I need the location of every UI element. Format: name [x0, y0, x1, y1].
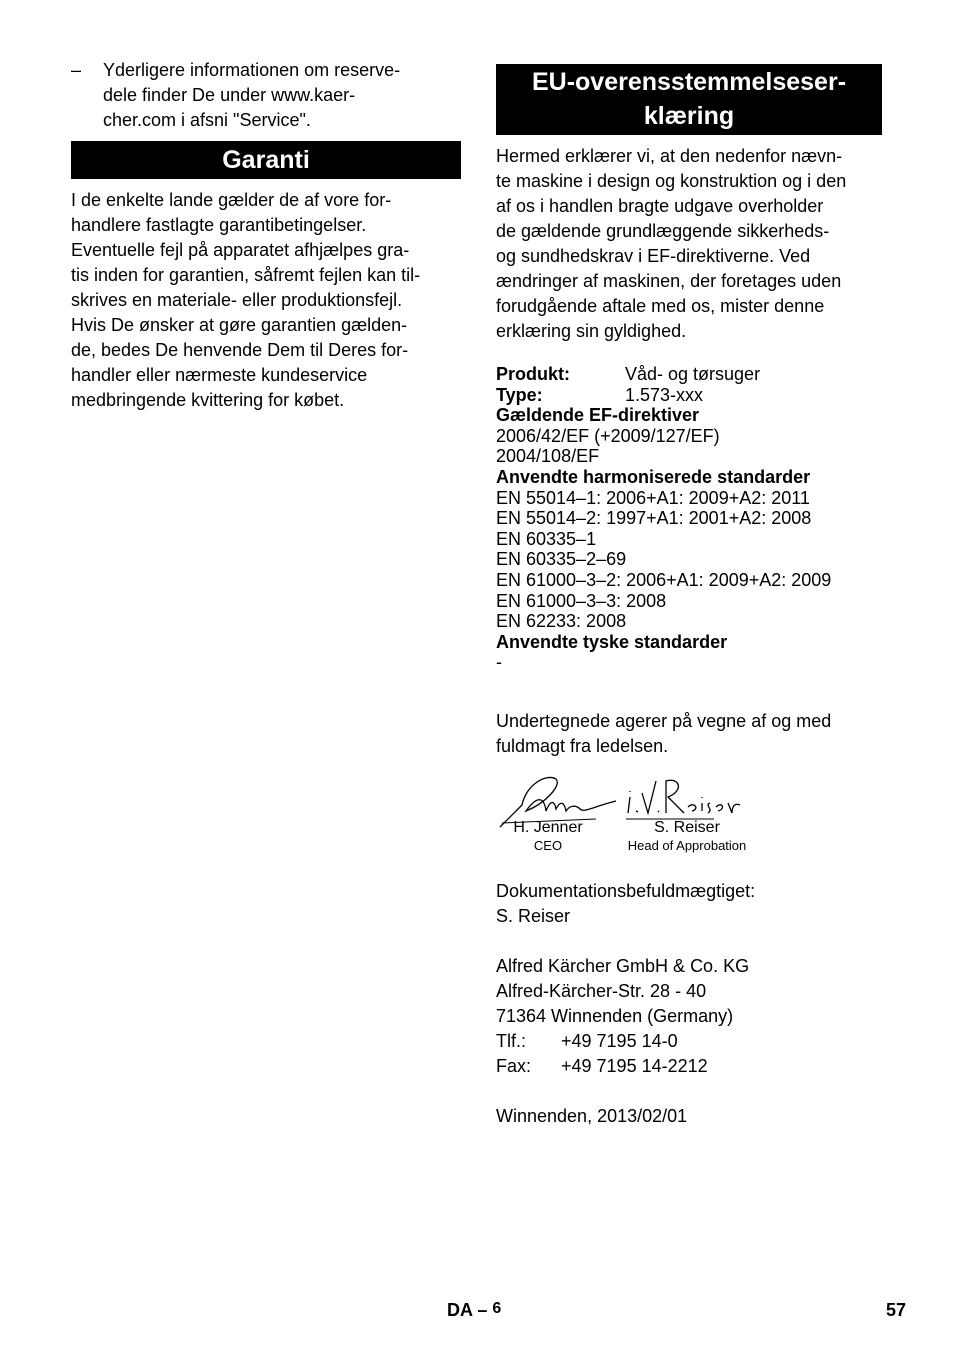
- signatory-role: Head of Approbation: [627, 837, 747, 853]
- heading-line: EU-overensstemmelseser-: [531, 68, 847, 96]
- text-line: fuldmagt fra ledelsen.: [496, 735, 669, 756]
- left-column: [71, 58, 461, 413]
- text-line: Eventuelle fejl på apparatet afhjælpes gra-: [71, 240, 410, 260]
- standard-item: EN 55014–1: 2006+A1: 2009+A2: 2011: [496, 487, 810, 508]
- text-line: I de enkelte lande gælder de af vore for-: [71, 190, 392, 210]
- text-line: handlere fastlagte garantibetingelser.: [71, 215, 367, 235]
- company-city: 71364 Winnenden (Germany): [496, 1005, 734, 1026]
- directive-item: 2006/42/EF (+2009/127/EF): [496, 425, 720, 446]
- product-label: Produkt:: [496, 364, 570, 384]
- standard-item: EN 61000–3–3: 2008: [496, 590, 667, 611]
- text-line: af os i handlen bragte udgave overholder: [496, 196, 824, 216]
- text-line: skrives en materiale- eller produktionsfejl.: [71, 290, 403, 310]
- harmonised-standards-heading: Anvendte harmoniserede standarder: [496, 466, 811, 487]
- fax-label: Fax:: [496, 1055, 532, 1076]
- page-number: 57: [885, 1300, 906, 1320]
- text-line: medbringende kvittering for købet.: [71, 390, 345, 410]
- bullet-line: cher.com i afsni "Service".: [103, 110, 311, 130]
- text-line: Hermed erklærer vi, at den nedenfor nævn-: [496, 146, 843, 166]
- bullet-line: Yderligere informationen om reserve-: [103, 60, 401, 80]
- doc-name: S. Reiser: [496, 905, 571, 926]
- text-line: Hvis De ønsker at gøre garantien gælden-: [71, 315, 408, 335]
- directives-heading: Gældende EF-direktiver: [496, 405, 700, 426]
- documentation-officer: [496, 879, 882, 929]
- standard-item: EN 60335–2–69: [496, 549, 627, 570]
- signature-block: [496, 767, 882, 867]
- place-date: Winnenden, 2013/02/01: [496, 1105, 688, 1126]
- eu-declaration-heading: [496, 64, 882, 135]
- signatory-name: S. Reiser: [654, 818, 720, 836]
- text-line: og sundhedskrav i EF-direktiverne. Ved: [496, 246, 811, 266]
- bullet-dash: –: [71, 60, 82, 80]
- signature-jenner: [496, 767, 600, 854]
- german-standards-value: -: [496, 652, 502, 673]
- garanti-paragraph: [71, 188, 461, 413]
- bullet-line: dele finder De under www.kaer-: [103, 85, 356, 105]
- text-line: tis inden for garantien, såfremt fejlen kan til-: [71, 265, 421, 285]
- product-specifications: [496, 364, 882, 673]
- signatory-role: CEO: [533, 837, 563, 853]
- doc-label: Dokumentationsbefuldmægtiget:: [496, 880, 756, 901]
- product-value: Våd- og tørsuger: [625, 364, 761, 384]
- spare-parts-bullet: [71, 58, 461, 133]
- standard-item: EN 61000–3–2: 2006+A1: 2009+A2: 2009: [496, 569, 832, 590]
- garanti-heading: Garanti: [71, 141, 461, 179]
- footer-language: DA –: [447, 1300, 488, 1320]
- signature-reiser: [622, 767, 752, 854]
- company-name: Alfred Kärcher GmbH & Co. KG: [496, 955, 750, 976]
- fax-row: [496, 1054, 882, 1079]
- text-line: erklæring sin gyldighed.: [496, 321, 687, 341]
- type-row: [496, 385, 882, 406]
- text-line: Undertegnede agerer på vegne af og med: [496, 710, 832, 731]
- text-line: te maskine i design og konstruktion og i den: [496, 171, 847, 191]
- text-line: forudgående aftale med os, mister denne: [496, 296, 825, 316]
- eu-intro-paragraph: [496, 144, 882, 344]
- heading-line: klæring: [643, 102, 735, 130]
- text-line: de, bedes De henvende Dem til Deres for-: [71, 340, 409, 360]
- footer-section: [447, 1300, 501, 1321]
- signatory-name: H. Jenner: [513, 818, 583, 836]
- type-value: 1.573-xxx: [625, 384, 704, 405]
- german-standards-heading: Anvendte tyske standarder: [496, 631, 728, 652]
- signatory-statement: [496, 709, 882, 759]
- type-label: Type:: [496, 384, 543, 405]
- company-street: Alfred-Kärcher-Str. 28 - 40: [496, 980, 707, 1001]
- directive-item: 2004/108/EF: [496, 446, 600, 467]
- phone-value: +49 7195 14-0: [561, 1030, 678, 1051]
- product-row: [496, 364, 882, 385]
- text-line: ændringer af maskinen, der foretages uden: [496, 271, 842, 291]
- phone-row: [496, 1029, 882, 1054]
- fax-value: +49 7195 14-2212: [561, 1055, 708, 1076]
- standard-item: EN 60335–1: [496, 528, 597, 549]
- text-line: de gældende grundlæggende sikkerheds-: [496, 221, 830, 241]
- text-line: handler eller nærmeste kundeservice: [71, 365, 368, 385]
- right-column: [496, 64, 882, 1129]
- footer-section-page: 6: [492, 1300, 502, 1317]
- standard-item: EN 55014–2: 1997+A1: 2001+A2: 2008: [496, 508, 812, 529]
- standard-item: EN 62233: 2008: [496, 611, 627, 632]
- phone-label: Tlf.:: [496, 1030, 526, 1051]
- company-address: [496, 954, 882, 1079]
